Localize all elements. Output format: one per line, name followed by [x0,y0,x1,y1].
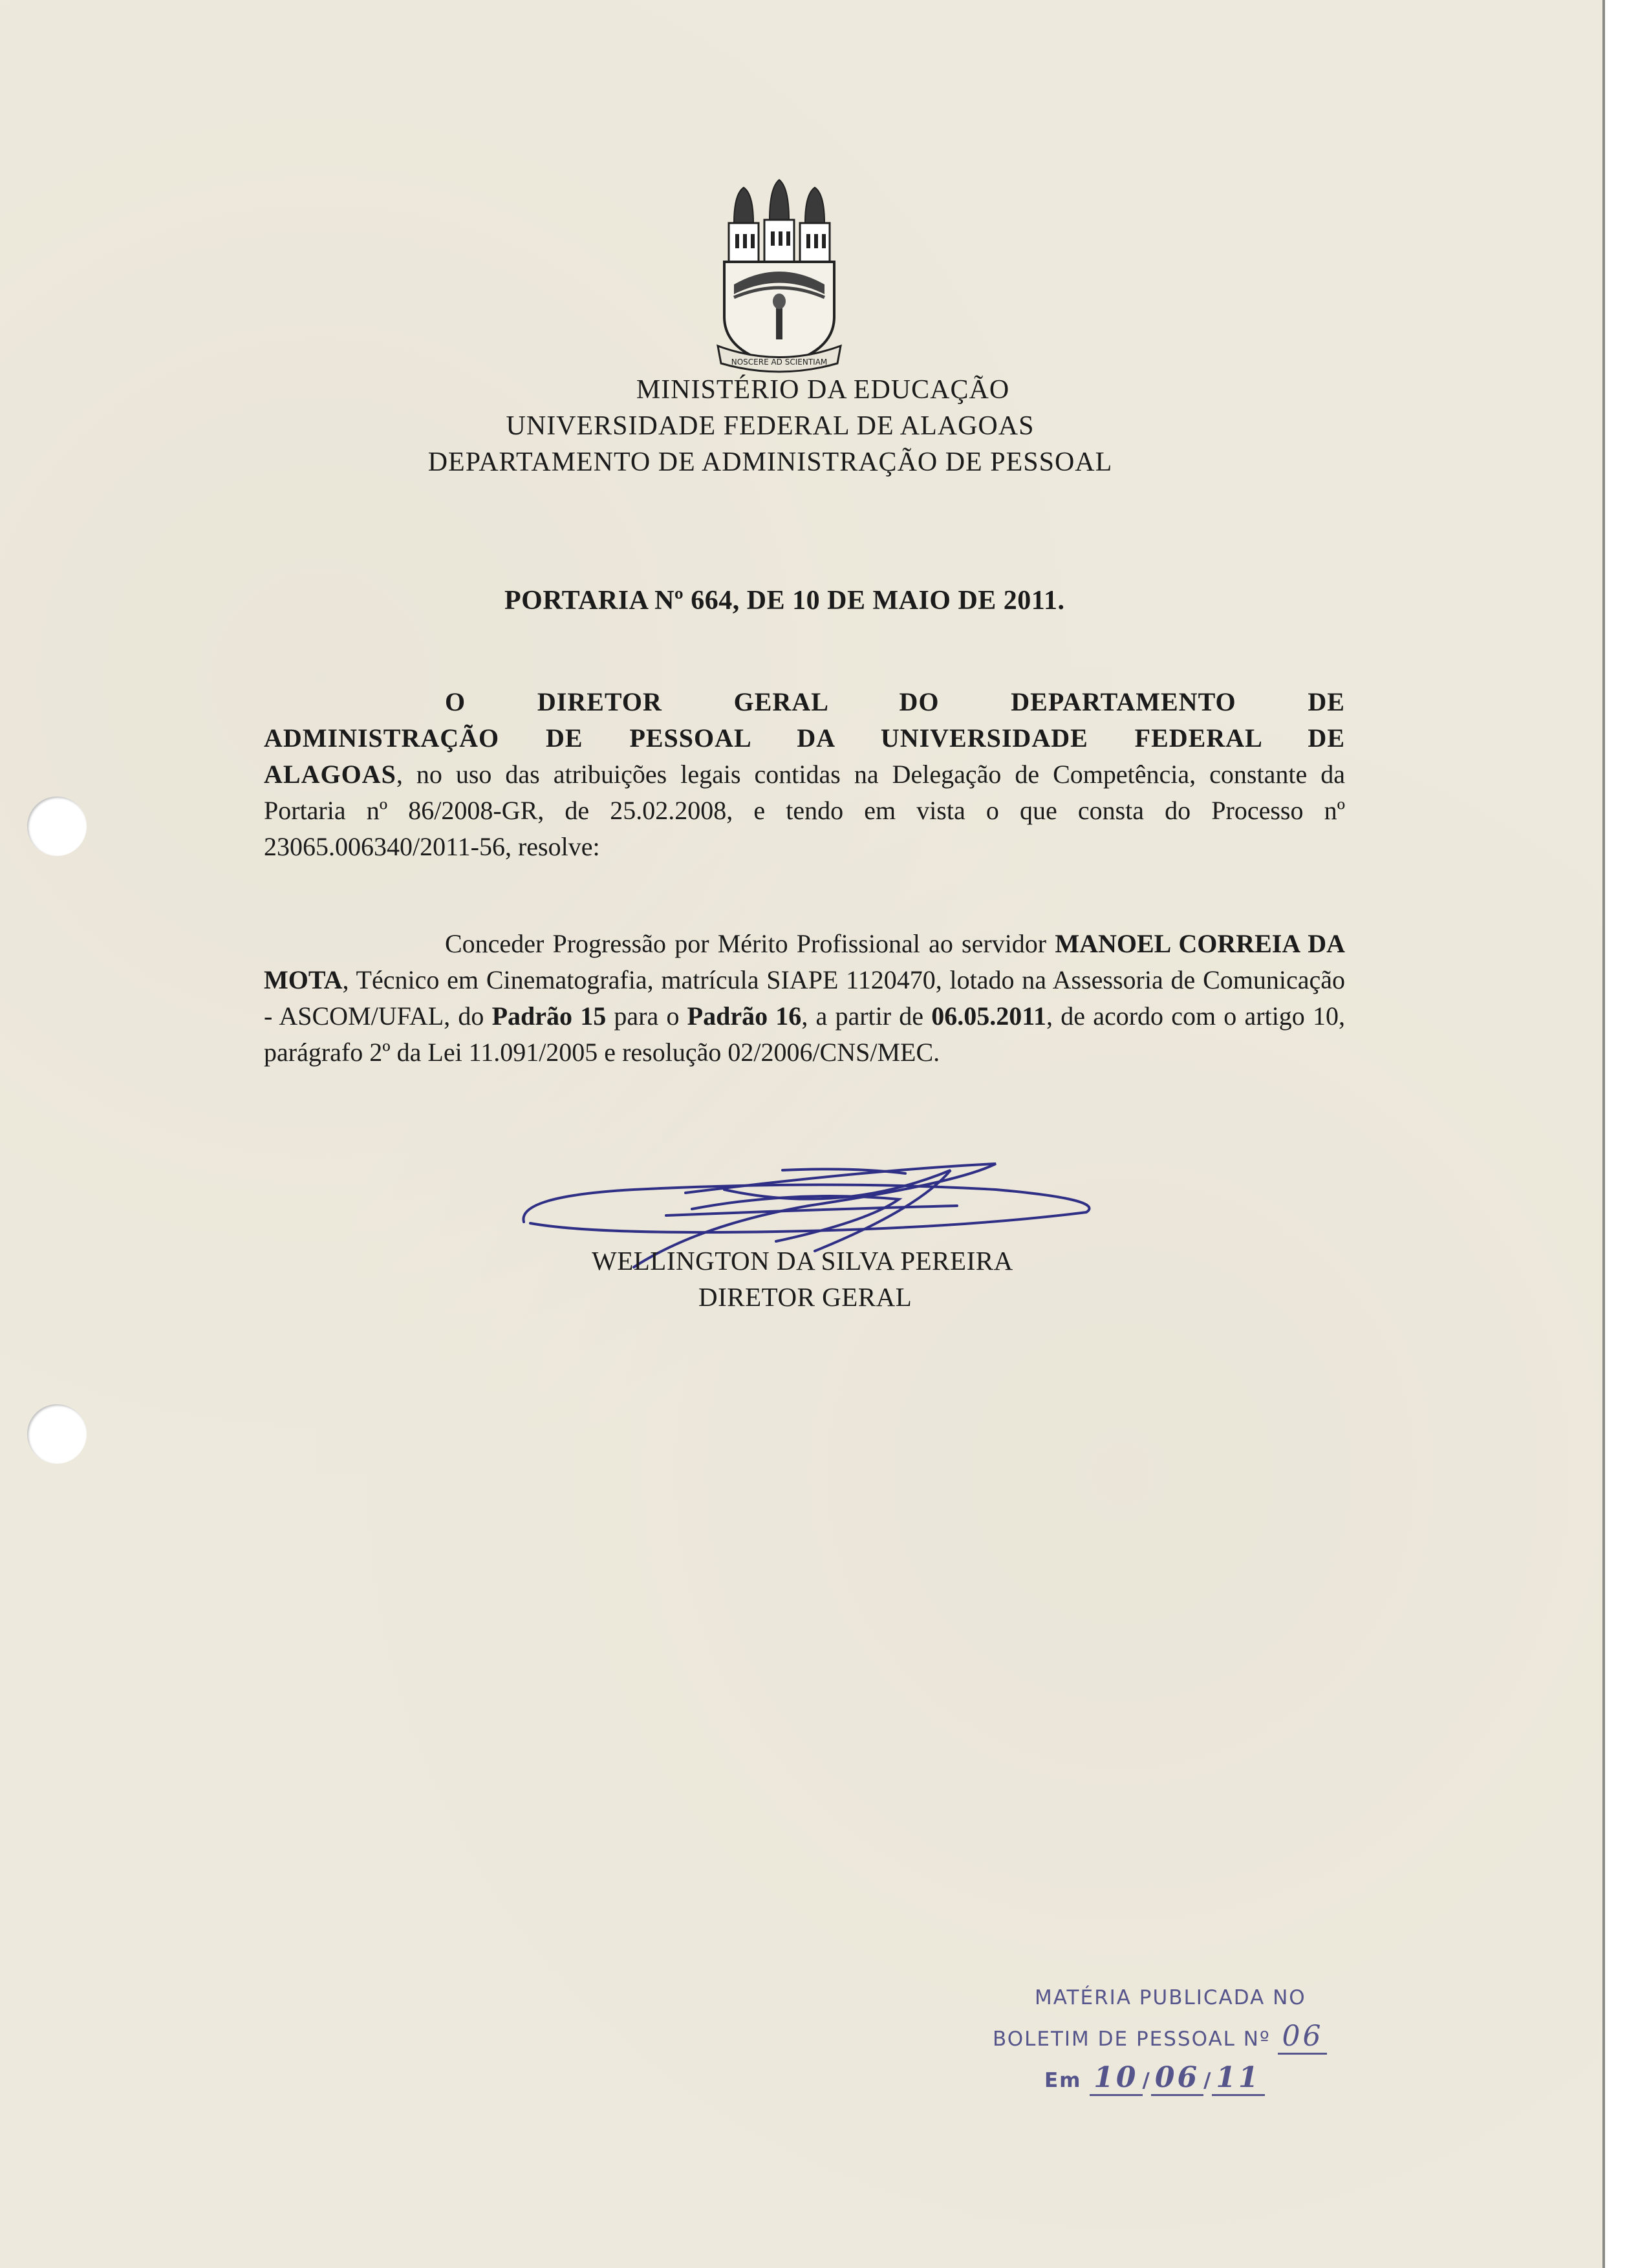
servant-name: MANOEL CORREIA DA MOTA [264,929,1345,994]
signatory-block [0,1243,1649,1315]
ministry-heading: MINISTÉRIO DA EDUCAÇÃO [636,375,1010,405]
issuing-authority: O DIRETOR GERAL DO DEPARTAMENTO DE ADMINISTRAÇÃO DE PESSOAL DA UNIVERSIDADE FEDERAL DE ALAGOAS [264,687,1345,789]
stamp-date-year: 11 [1212,2061,1264,2096]
stamp-date-month: 06 [1151,2061,1203,2096]
bulletin-number: 06 [1278,2020,1327,2055]
stamp-line-2 [993,2017,1458,2059]
decision-paragraph [264,926,1345,1071]
punch-hole-top [27,797,87,856]
signatory-role: DIRETOR GERAL [698,1282,912,1312]
stamp-bulletin-label: BOLETIM DE PESSOAL Nº [993,2027,1271,2051]
portaria-title: PORTARIA Nº 664, DE 10 DE MAIO DE 2011. [504,586,1065,615]
stamp-date-label: Em [1044,2069,1082,2092]
decision-text: , Técnico em Cinematografia, matrícula SIAPE 1120470, lotado na Assessoria de Comunicação - ASCOM/UFAL, do [264,965,1345,1031]
decision-text: , de acordo com o artigo 10, parágrafo 2º da Lei 11.091/2005 e resolução 02/2006/CNS/MEC. [264,1001,1346,1067]
university-heading: UNIVERSIDADE FEDERAL DE ALAGOAS [506,411,1035,441]
preamble-paragraph [264,684,1345,865]
signatory-name: WELLINGTON DA SILVA PEREIRA [592,1246,1013,1276]
decision-text: Conceder Progressão por Mérito Profissional ao servidor [445,929,1055,958]
svg-text:NOSCERE AD SCIENTIAM: NOSCERE AD SCIENTIAM [731,358,828,367]
document-header [0,372,1487,480]
preamble-text: , no uso das atribuições legais contidas na Delegação de Competência, constante da Portaria nº 86/2008-GR, de 25.02.2008, e tendo em vista o que consta do Processo nº 23065.006340/2011-56, resolve: [264,760,1345,861]
stamp-date-day: 10 [1090,2061,1142,2096]
stamp-line-1: MATÉRIA PUBLICADA NO [1035,1986,1306,2009]
decision-text: para o [606,1001,687,1031]
punch-hole-bottom [27,1404,87,1464]
decision-text: , a partir de [801,1001,932,1031]
from-level: Padrão 15 [491,1001,607,1031]
page-edge [1602,0,1649,2268]
department-heading: DEPARTAMENTO DE ADMINISTRAÇÃO DE PESSOAL [427,447,1113,477]
publication-stamp [993,1978,1458,2100]
to-level: Padrão 16 [687,1001,802,1031]
effective-date: 06.05.2011 [931,1001,1047,1031]
stamp-line-3: Em 10 / 06 / 11 [1044,2059,1458,2100]
university-crest-icon [715,175,844,378]
